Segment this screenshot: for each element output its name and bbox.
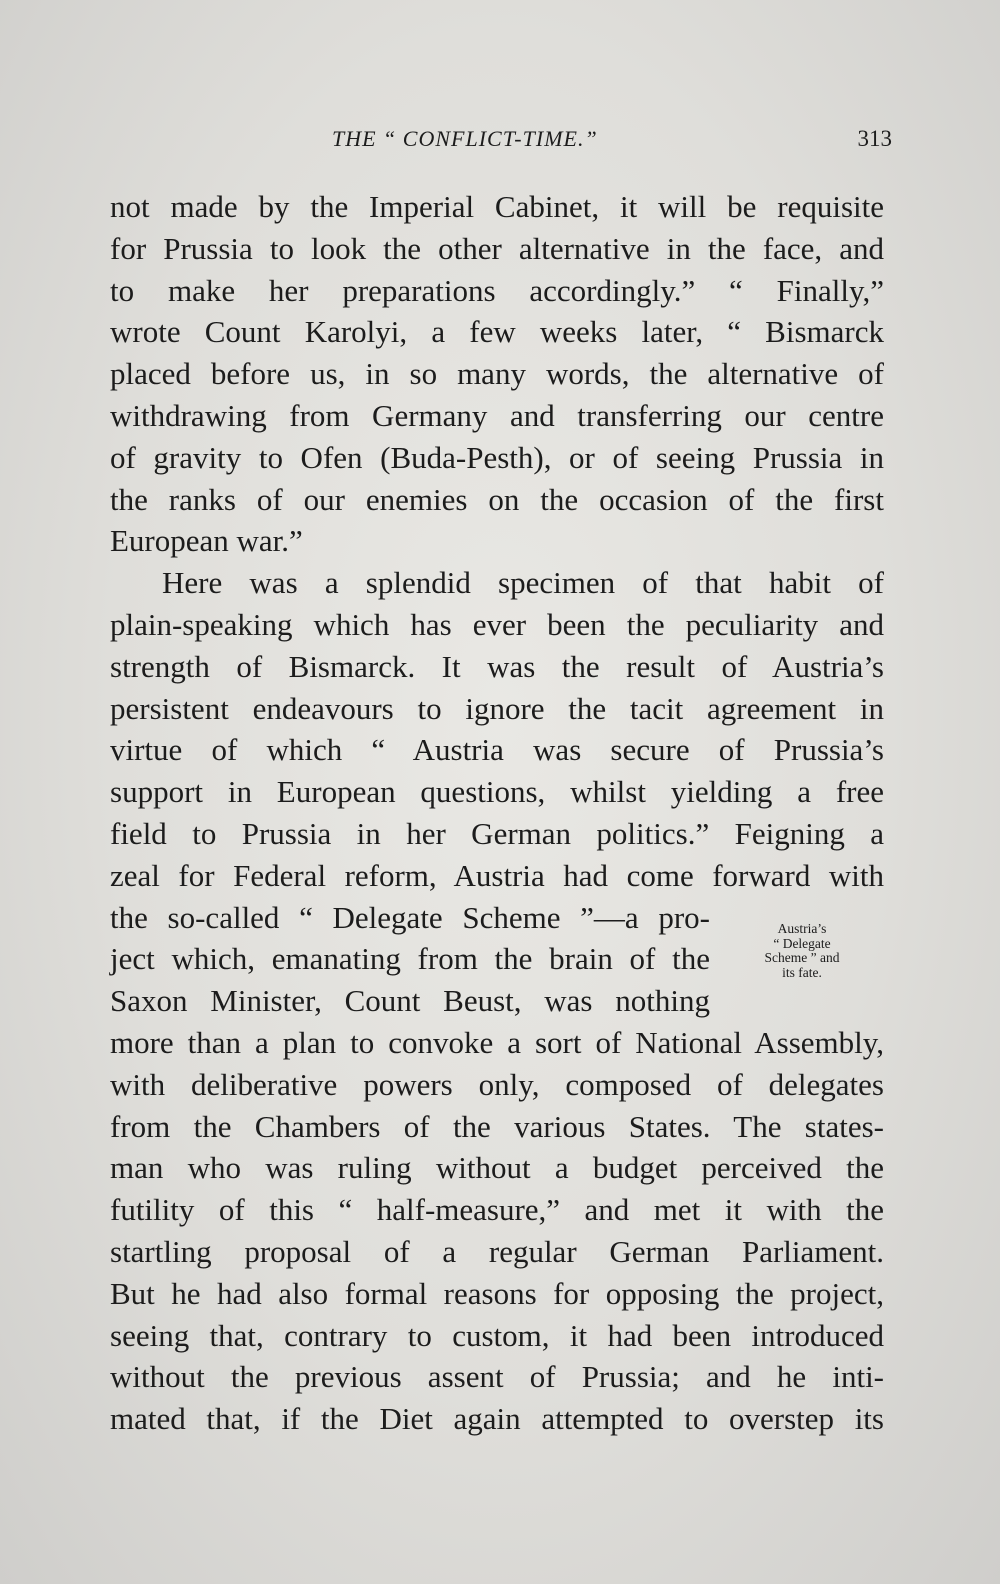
text-line: seeing that, contrary to custom, it had been introduced	[110, 1317, 884, 1353]
text-line: not made by the Imperial Cabinet, it will be requisite	[110, 189, 884, 224]
text-line: placed before us, in so many words, the alternative of	[110, 356, 884, 392]
text-line: of gravity to Ofen (Buda-Pesth), or of seeing Prussia in	[110, 439, 884, 475]
margin-note-line: Scheme ” and	[764, 950, 840, 965]
text-line: zeal for Federal reform, Austria had come forward with	[110, 857, 884, 893]
text-line: from the Chambers of the various States. The states-	[110, 1108, 884, 1144]
page-header	[0, 126, 1000, 166]
text-line: for Prussia to look the other alternative in the face, and	[110, 230, 884, 266]
body-text	[110, 186, 884, 1440]
text-line: persistent endeavours to ignore the tacit agreement in	[110, 690, 884, 726]
text-line: to make her preparations accordingly.” “ Finally,”	[110, 272, 884, 308]
text-line: field to Prussia in her German politics.” Feigning a	[110, 815, 884, 851]
text-line: without the previous assent of Prussia; and he inti-	[110, 1359, 884, 1395]
margin-note-line: “ Delegate	[773, 935, 831, 951]
text-line: ject which, emanating from the brain of the	[110, 941, 710, 977]
text-line: man who was ruling without a budget perceived the	[110, 1150, 884, 1186]
margin-note-line: its fate.	[782, 964, 822, 980]
text-line: virtue of which “ Austria was secure of Prussia’s	[110, 732, 884, 768]
text-line: wrote Count Karolyi, a few weeks later, “ Bismarck	[110, 314, 884, 350]
text-line: withdrawing from Germany and transferring our centre	[110, 397, 884, 433]
text-line: more than a plan to convoke a sort of National Assembly,	[110, 1024, 884, 1060]
text-line: plain-speaking which has ever been the peculiarity and	[110, 606, 884, 642]
paragraph-start-line: Here was a splendid specimen of that habit of	[162, 565, 884, 601]
running-title: THE “ CONFLICT-TIME.”	[332, 126, 598, 151]
text-line: the so-called “ Delegate Scheme ”—a pro-	[110, 899, 710, 935]
text-line: European war.”	[110, 523, 303, 559]
text-line: futility of this “ half-measure,” and met it with the	[110, 1192, 884, 1228]
margin-note-line: Austria’s	[777, 921, 827, 936]
text-line: support in European questions, whilst yielding a free	[110, 774, 884, 810]
text-line: startling proposal of a regular German Parliament.	[110, 1233, 884, 1269]
text-line: strength of Bismarck. It was the result of Austria’s	[110, 648, 884, 684]
text-line: mated that, if the Diet again attempted to overstep its	[110, 1401, 884, 1437]
text-line: with deliberative powers only, composed of delegates	[110, 1066, 884, 1102]
margin-note	[742, 922, 862, 980]
text-line: But he had also formal reasons for opposing the project,	[110, 1275, 884, 1311]
page-number: 313	[857, 126, 892, 151]
text-line: Saxon Minister, Count Beust, was nothing	[110, 983, 710, 1019]
text-line: the ranks of our enemies on the occasion of the first	[110, 481, 884, 517]
